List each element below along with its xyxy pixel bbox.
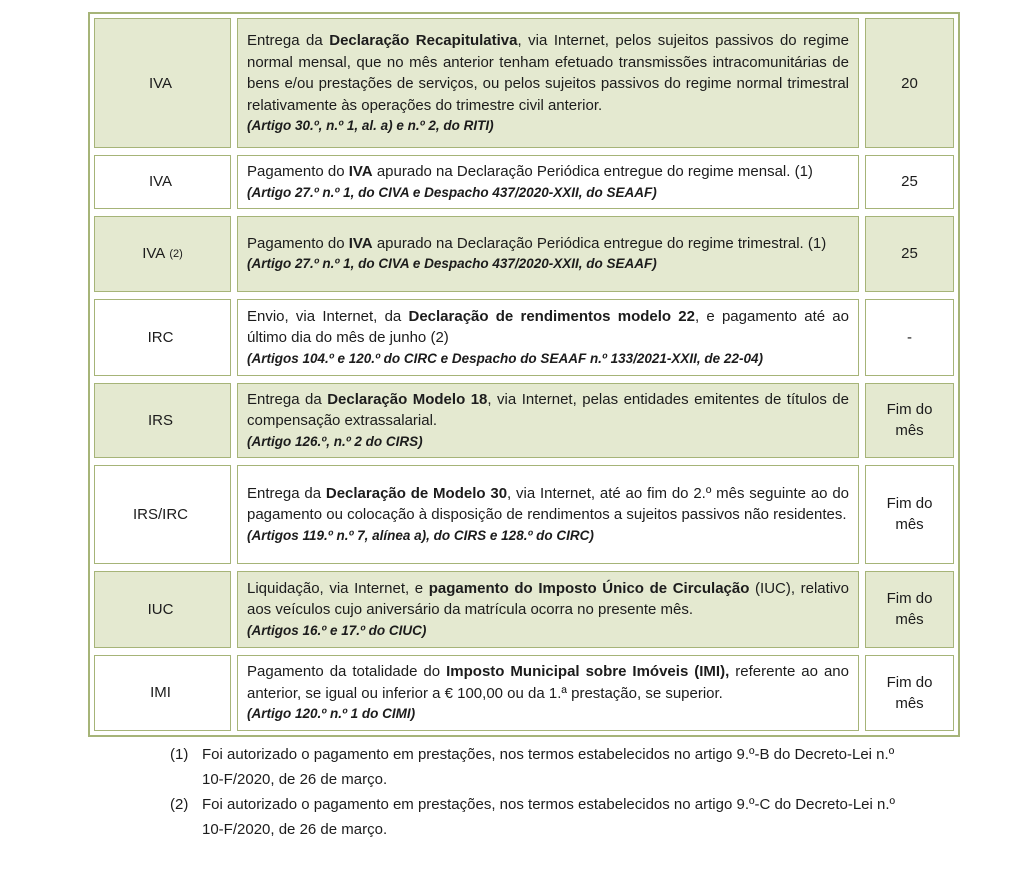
tax-type-cell xyxy=(94,655,231,731)
table-row xyxy=(94,571,954,648)
obligation-cell xyxy=(237,299,859,376)
due-day: Fim do mês xyxy=(886,590,933,628)
footnotes xyxy=(170,742,910,842)
tax-type-suffix: (2) xyxy=(169,247,183,260)
tax-type-cell xyxy=(94,571,231,648)
obligation-cell xyxy=(237,383,859,458)
table-row xyxy=(94,18,954,148)
tax-obligations-table xyxy=(88,12,960,737)
tax-type-label: IVA xyxy=(148,74,173,92)
due-day: - xyxy=(907,328,912,346)
due-day: Fim do mês xyxy=(886,495,933,533)
footnote-marker: (2) xyxy=(170,796,189,813)
legal-citation: (Artigos 16.º e 17.º do CIUC) xyxy=(247,622,427,638)
tax-type-label: IRS/IRC xyxy=(132,505,188,523)
footnote-item xyxy=(170,742,910,792)
obligation-cell xyxy=(237,216,859,292)
obligation-description: Pagamento da totalidade do Imposto Municipal sobre Imóveis (IMI), referente ao ano anterior, se igual ou inferior a € 100,00 ou da 1.ª prestação, se superior. xyxy=(247,663,849,702)
tax-type-label: IRC xyxy=(147,328,174,346)
tax-type-label: IRS xyxy=(147,411,173,429)
legal-citation: (Artigo 30.º, n.º 1, al. a) e n.º 2, do RITI) xyxy=(247,118,494,133)
obligation-description: Envio, via Internet, da Declaração de rendimentos modelo 22, e pagamento até ao último dia do mês de junho (2) xyxy=(247,307,849,346)
tax-type-label: IMI xyxy=(150,684,171,701)
obligation-cell xyxy=(237,571,859,648)
footnote-marker: (1) xyxy=(170,746,189,763)
legal-citation: (Artigo 27.º n.º 1, do CIVA e Despacho 437/2020-XXII, do SEAAF) xyxy=(247,256,657,272)
due-day: 25 xyxy=(901,173,918,191)
tax-type-label: IVA xyxy=(148,173,173,191)
obligation-cell xyxy=(237,18,859,148)
due-day-cell xyxy=(865,571,954,648)
due-day: Fim do mês xyxy=(886,401,933,439)
table-row xyxy=(94,383,954,458)
tax-type-cell xyxy=(94,299,231,376)
due-day-cell xyxy=(865,216,954,292)
obligation-description: Entrega da Declaração Modelo 18, via Internet, pelas entidades emitentes de títulos de compensação extrassalarial. xyxy=(247,390,849,429)
legal-citation: (Artigos 119.º n.º 7, alínea a), do CIRS e 128.º do CIRC) xyxy=(247,527,594,543)
table-row xyxy=(94,655,954,731)
tax-type-label: IUC xyxy=(147,600,174,618)
due-day: 20 xyxy=(901,74,918,92)
obligation-description: Pagamento do IVA apurado na Declaração Periódica entregue do regime mensal. (1) xyxy=(247,163,813,180)
tax-type-cell xyxy=(94,383,231,458)
due-day-cell xyxy=(865,655,954,731)
obligation-description: Entrega da Declaração de Modelo 30, via Internet, até ao fim do 2.º mês seguinte ao do pagamento ou colocação à disposição de rendimentos a sujeitos passivos não residentes. xyxy=(247,484,849,523)
table-row xyxy=(94,216,954,292)
due-day: 25 xyxy=(901,245,918,262)
obligation-cell xyxy=(237,155,859,209)
footnote-text: Foi autorizado o pagamento em prestações, nos termos estabelecidos no artigo 9.º-C do Decreto-Lei n.º 10-F/2020, de 26 de março. xyxy=(202,796,895,838)
tax-type-cell xyxy=(94,216,231,292)
legal-citation: (Artigo 27.º n.º 1, do CIVA e Despacho 437/2020-XXII, do SEAAF) xyxy=(247,184,657,200)
table-row xyxy=(94,299,954,376)
due-day-cell xyxy=(865,18,954,148)
due-day-cell xyxy=(865,299,954,376)
tax-type-cell xyxy=(94,18,231,148)
tax-type-label: IVA xyxy=(142,245,166,262)
table-row xyxy=(94,465,954,564)
obligation-description: Pagamento do IVA apurado na Declaração Periódica entregue do regime trimestral. (1) xyxy=(247,234,827,252)
legal-citation: (Artigos 104.º e 120.º do CIRC e Despacho do SEAAF n.º 133/2021-XXII, de 22-04) xyxy=(247,350,763,366)
footnote-text: Foi autorizado o pagamento em prestações, nos termos estabelecidos no artigo 9.º-B do Decreto-Lei n.º 10-F/2020, de 26 de março. xyxy=(202,746,895,788)
legal-citation: (Artigo 120.º n.º 1 do CIMI) xyxy=(247,706,416,721)
obligation-cell xyxy=(237,465,859,564)
obligation-cell xyxy=(237,655,859,731)
due-day-cell xyxy=(865,383,954,458)
due-day-cell xyxy=(865,465,954,564)
obligation-description: Liquidação, via Internet, e pagamento do Imposto Único de Circulação (IUC), relativo aos veículos cujo aniversário da matrícula ocorra no presente mês. xyxy=(247,579,849,618)
table-row xyxy=(94,155,954,209)
due-day: Fim do mês xyxy=(886,673,933,712)
obligation-description: Entrega da Declaração Recapitulativa, via Internet, pelos sujeitos passivos do regime normal mensal, que no mês anterior tenham efetuado transmissões intracomunitárias de bens e/ou prestações de serviços, ou pelos sujeitos passivos do regime normal trimestral relativamente às operações do trimestre civil anterior. xyxy=(247,32,849,114)
tax-type-cell xyxy=(94,155,231,209)
tax-type-cell xyxy=(94,465,231,564)
due-day-cell xyxy=(865,155,954,209)
legal-citation: (Artigo 126.º, n.º 2 do CIRS) xyxy=(247,433,423,449)
footnote-item xyxy=(170,792,910,842)
